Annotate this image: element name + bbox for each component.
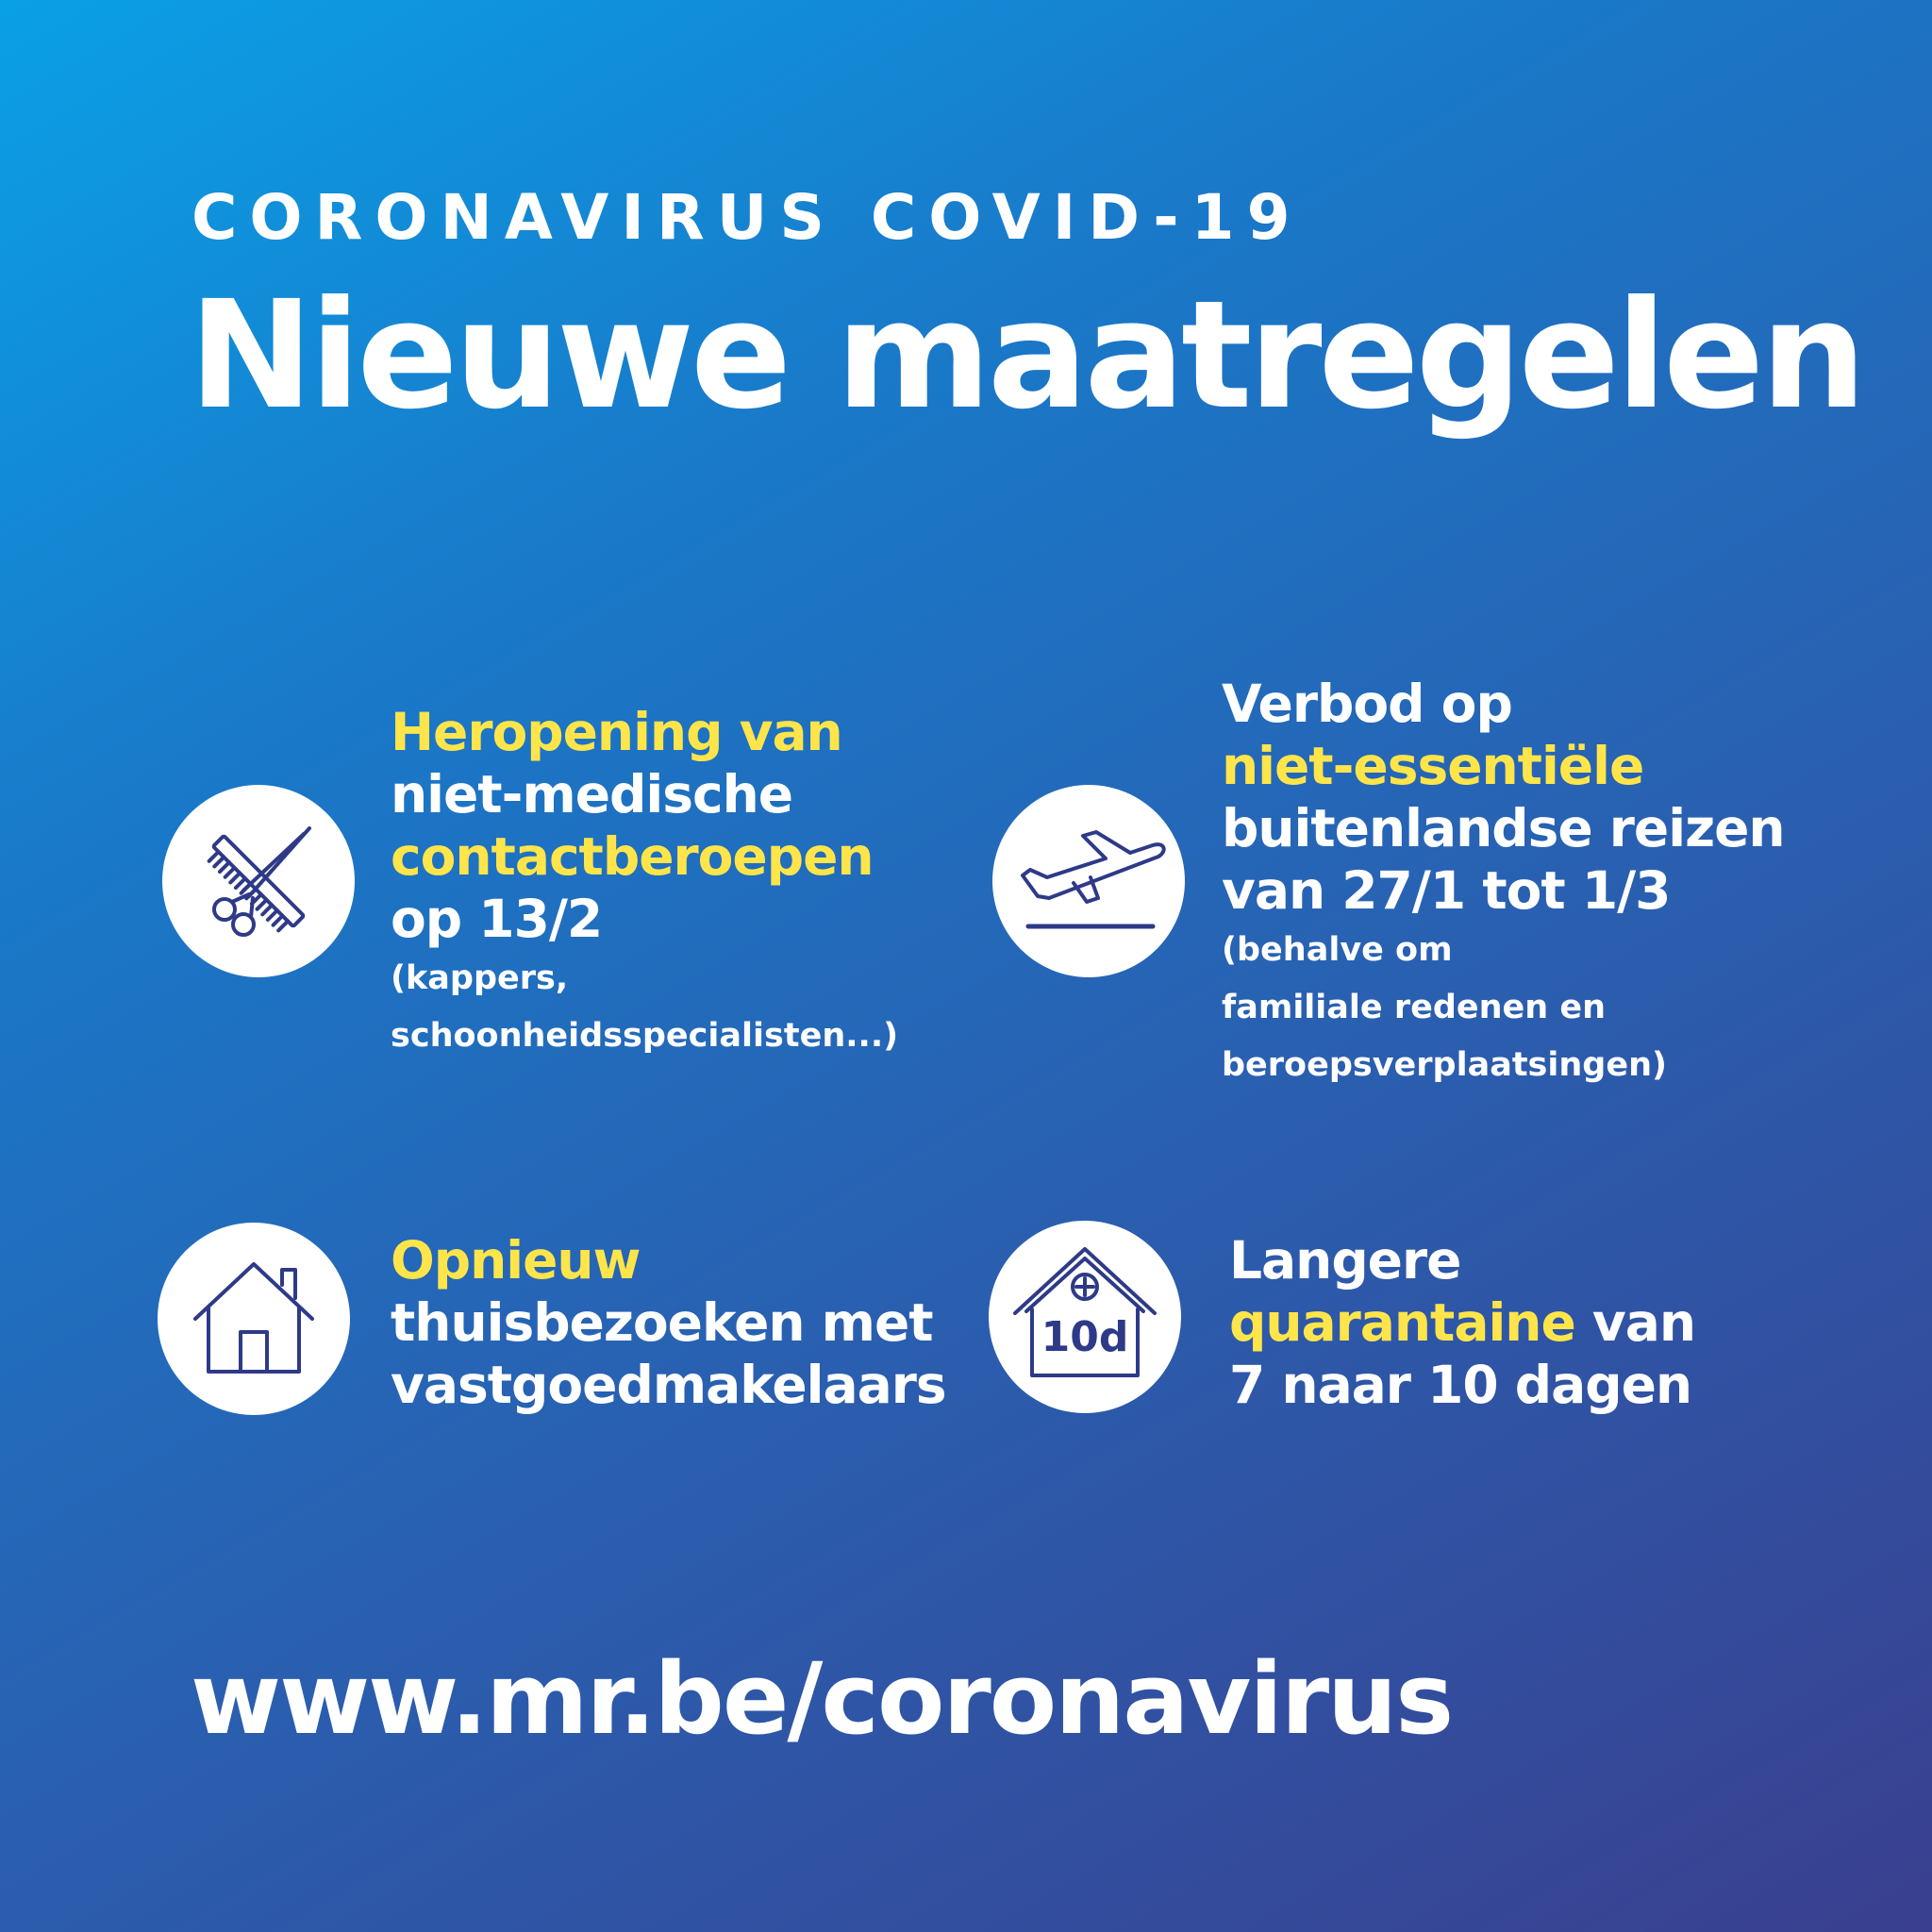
measure-1-line-1: Heropening van <box>391 702 842 762</box>
website-link[interactable]: www.mr.be/coronavirus <box>191 1641 1453 1757</box>
measure-2-line-2: niet-essentiële <box>1222 736 1644 796</box>
page-title: Nieuwe maatregelen <box>189 269 1863 442</box>
measure-4-line-3: 7 naar 10 dagen <box>1229 1355 1692 1415</box>
measure-1-line-2: niet-medische <box>391 764 793 824</box>
measure-icon-circle-3 <box>158 1223 350 1415</box>
kicker-text: CORONAVIRUS COVID-19 <box>192 181 1303 254</box>
measure-icon-circle-2 <box>992 785 1185 977</box>
measure-icon-circle-1 <box>162 785 355 977</box>
scissors-comb-icon <box>162 785 355 977</box>
measure-3-line-3: vastgoedmakelaars <box>391 1355 946 1415</box>
measure-4-line-1: Langere <box>1229 1230 1461 1291</box>
measure-2-note-3: beroepsverplaatsingen) <box>1222 1046 1668 1084</box>
measure-text-2 <box>1222 673 1785 1094</box>
measure-2-line-3: buitenlandse reizen <box>1222 798 1785 858</box>
measure-3-line-1: Opnieuw <box>391 1230 641 1291</box>
measure-2-line-1: Verbod op <box>1222 674 1512 734</box>
quarantine-days-label: 10d <box>1041 1313 1129 1361</box>
measure-4-line-2 <box>1229 1291 1695 1354</box>
house-icon <box>158 1223 350 1415</box>
measure-3-line-2: thuisbezoeken met <box>391 1292 933 1353</box>
airplane-takeoff-icon <box>992 785 1185 977</box>
measure-text-1 <box>391 701 898 1065</box>
measure-1-line-3: contactberoepen <box>391 826 874 887</box>
measure-2-line-4: van 27/1 tot 1/3 <box>1222 860 1671 921</box>
measure-4-highlight: quarantaine <box>1229 1292 1575 1353</box>
measure-4-line-2-rest: van <box>1574 1292 1696 1353</box>
measure-1-note-2: schoonheidsspecialisten...) <box>391 1017 899 1055</box>
measure-icon-circle-4 <box>989 1221 1181 1413</box>
measure-2-note-2: familiale redenen en <box>1222 989 1607 1026</box>
quarantine-house-icon <box>989 1221 1181 1413</box>
measure-text-4 <box>1229 1229 1695 1416</box>
measure-1-note-1: (kappers, <box>391 959 569 997</box>
measure-1-line-4: op 13/2 <box>391 889 603 949</box>
measure-2-note-1: (behalve om <box>1222 931 1453 969</box>
measure-text-3 <box>391 1229 946 1416</box>
